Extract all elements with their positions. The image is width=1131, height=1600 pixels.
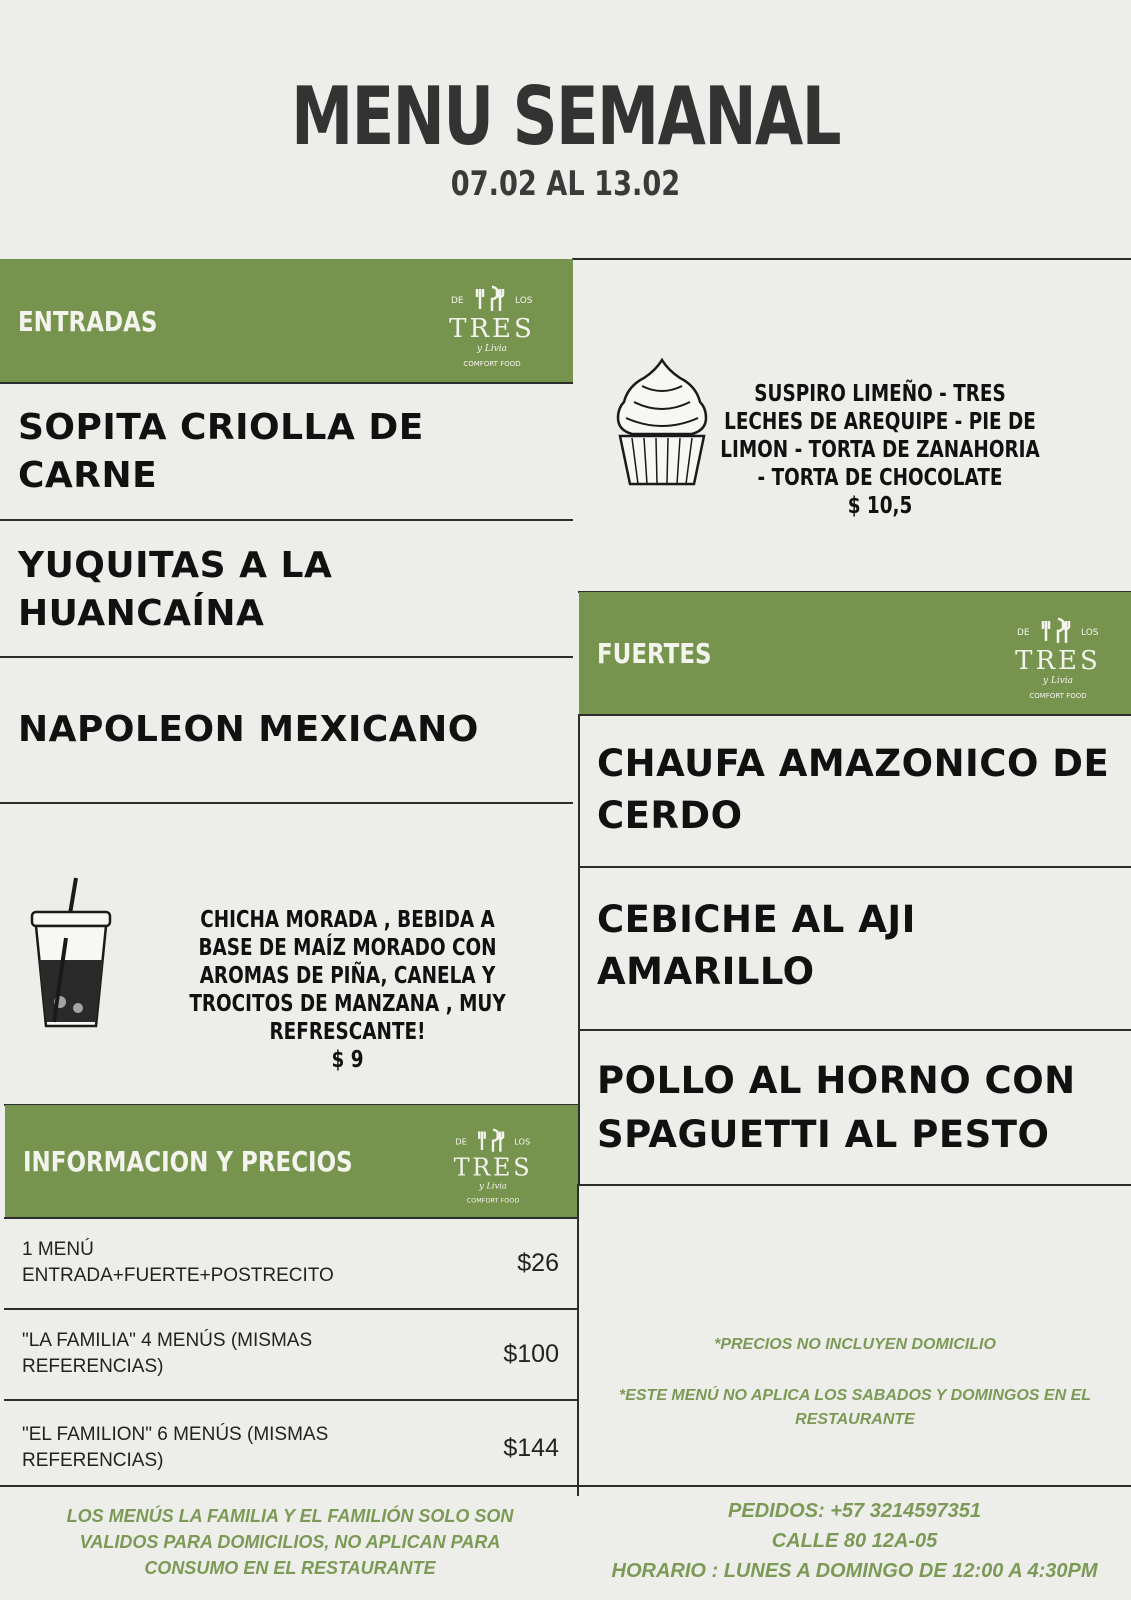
svg-text:DE: DE [451, 296, 464, 306]
bebida-price: $ 9 [331, 1047, 364, 1073]
divider [0, 802, 573, 804]
bebida-text: CHICHA MORADA , BEBIDA A BASE DE MAÍZ MORADO CON AROMAS DE PIÑA, CANELA Y TROCITOS DE MANZANA , MUY REFRESCANTE! [189, 907, 506, 1045]
svg-text:DE: DE [1017, 628, 1030, 638]
date-range: 07.02 AL 13.02 [450, 164, 681, 204]
svg-text:y Livia: y Livia [1042, 676, 1074, 686]
price-row-name: 1 MENÚ ENTRADA+FUERTE+POSTRECITO [22, 1239, 334, 1286]
price-row [4, 1218, 577, 1308]
tres-logo-icon [1003, 603, 1113, 703]
tres-logo-icon [437, 271, 547, 371]
note-no-domicilio: *PRECIOS NO INCLUYEN DOMICILIO [714, 1336, 996, 1353]
entrada-item: SOPITA CRIOLLA DE CARNE [18, 407, 424, 496]
entradas-header [0, 259, 573, 383]
note-no-fines: *ESTE MENÚ NO APLICA LOS SABADOS Y DOMINGOS EN EL RESTAURANTE [618, 1387, 1092, 1428]
contact-hours: HORARIO : LUNES A DOMINGO DE 12:00 A 4:30PM [611, 1560, 1098, 1582]
price-row [4, 1309, 577, 1399]
price-row [4, 1400, 577, 1496]
cupcake-icon [612, 356, 712, 496]
note-familia: LOS MENÚS LA FAMILIA Y EL FAMILIÓN SOLO SON VALIDOS PARA DOMICILIOS, NO APLICAN PARA CONSUMO EN EL RESTAURANTE [66, 1506, 514, 1578]
price-row-value: $26 [517, 1248, 559, 1277]
divider [578, 1184, 1131, 1186]
svg-text:TRES: TRES [1015, 646, 1101, 676]
svg-text:y Livia: y Livia [479, 1180, 507, 1191]
tres-logo-icon [438, 1115, 548, 1207]
fuerte-item: CHAUFA AMAZONICO DE CERDO [597, 742, 1110, 837]
postres-price: $ 10,5 [847, 493, 913, 519]
drink-cup-icon [26, 876, 116, 1032]
svg-text:LOS: LOS [1081, 628, 1099, 638]
page-title: MENU SEMANAL [291, 70, 840, 163]
price-row-name: "EL FAMILION" 6 MENÚS (MISMAS REFERENCIAS) [22, 1424, 329, 1471]
divider [578, 714, 1131, 716]
svg-text:COMFORT FOOD: COMFORT FOOD [1029, 692, 1087, 700]
fuerte-item: CEBICHE AL AJI AMARILLO [597, 898, 916, 993]
fuertes-header [579, 592, 1131, 714]
svg-text:LOS: LOS [515, 296, 533, 306]
info-title: INFORMACION Y PRECIOS [23, 1144, 353, 1178]
entradas-title: ENTRADAS [18, 304, 158, 338]
divider [572, 258, 1131, 260]
fuertes-title: FUERTES [597, 636, 712, 670]
info-header [5, 1105, 578, 1217]
entrada-item: YUQUITAS A LA HUANCAÍNA [18, 545, 333, 634]
divider [578, 866, 1131, 868]
svg-text:COMFORT FOOD: COMFORT FOOD [463, 360, 521, 368]
divider [577, 1184, 579, 1496]
price-row-value: $144 [503, 1433, 559, 1462]
postres-description [720, 380, 1040, 520]
bebida-description [182, 906, 514, 1074]
divider [0, 656, 573, 658]
fuerte-item: POLLO AL HORNO CON SPAGUETTI AL PESTO [597, 1059, 1076, 1156]
divider [0, 1485, 1131, 1487]
divider [578, 1029, 1131, 1031]
contact-address: CALLE 80 12A-05 [771, 1530, 938, 1552]
contact-block [578, 1496, 1131, 1586]
svg-text:TRES: TRES [449, 314, 535, 344]
price-row-name: "LA FAMILIA" 4 MENÚS (MISMAS REFERENCIAS) [22, 1330, 313, 1377]
contact-phone: PEDIDOS: +57 3214597351 [728, 1500, 981, 1522]
postres-text: SUSPIRO LIMEÑO - TRES LECHES DE AREQUIPE - PIE DE LIMON - TORTA DE ZANAHORIA - TORTA DE CHOCOLATE [720, 381, 1040, 491]
svg-text:y Livia: y Livia [476, 344, 508, 354]
svg-text:DE: DE [455, 1136, 467, 1147]
svg-text:TRES: TRES [453, 1153, 533, 1182]
divider [0, 519, 573, 521]
divider [578, 714, 580, 1184]
svg-text:COMFORT FOOD: COMFORT FOOD [466, 1196, 520, 1205]
entrada-item: NAPOLEON MEXICANO [18, 709, 479, 750]
price-row-value: $100 [503, 1339, 559, 1368]
divider [0, 382, 573, 384]
svg-text:LOS: LOS [514, 1136, 531, 1147]
